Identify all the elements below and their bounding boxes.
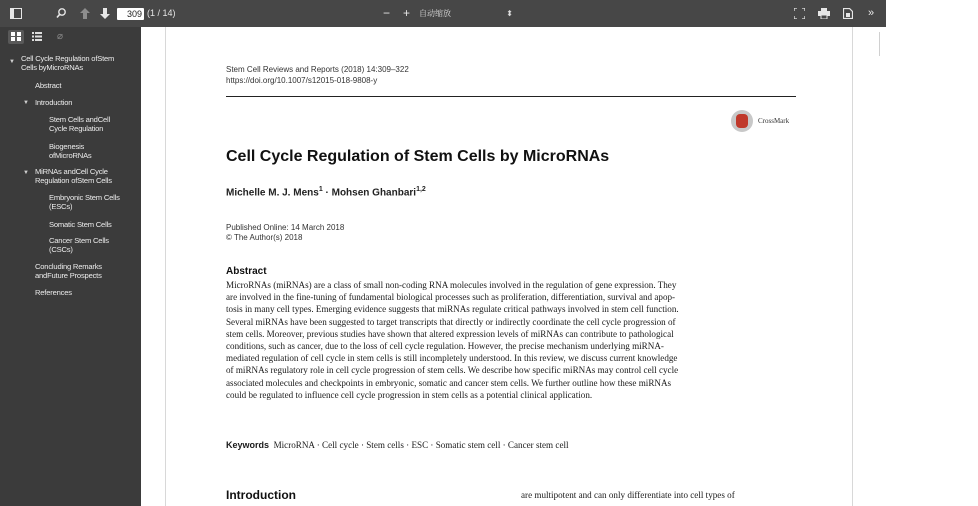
collapse-toggle-icon[interactable]: ▼: [23, 100, 29, 106]
author-separator: ·: [322, 187, 332, 199]
introduction-heading: Introduction: [226, 488, 296, 502]
publication-info: [226, 223, 344, 243]
outline-item-label: Cell Cycle Regulation ofStem: [21, 54, 115, 63]
copyright-notice: © The Author(s) 2018: [226, 233, 303, 242]
sidebar-tabs: [0, 27, 141, 47]
outline-item-label: Stem Cells andCell: [49, 115, 110, 124]
zoom-select-value: 自动缩放: [419, 9, 451, 18]
outline-item-introduction[interactable]: [35, 98, 72, 107]
pdf-toolbar: [0, 0, 886, 27]
outline-item-title[interactable]: [21, 54, 114, 72]
outline-item-label: References: [35, 288, 72, 297]
attachments-icon[interactable]: ⌀: [56, 31, 64, 42]
abstract-line: could be regulated to influence cell cycle progression in stem cells as a potential clinical application.: [226, 389, 593, 400]
journal-name: Stem Cell Reviews and Reports (2018) 14:309–322: [226, 65, 409, 74]
zoom-out-button[interactable]: −: [383, 6, 391, 20]
abstract-heading: Abstract: [226, 266, 267, 277]
doi-link[interactable]: https://doi.org/10.1007/s12015-018-9808-y: [226, 76, 378, 85]
outline-item-label: MiRNAs andCell Cycle: [35, 167, 108, 176]
outline-item-stem-cells[interactable]: [49, 115, 110, 133]
print-icon[interactable]: [816, 0, 832, 27]
previous-page-icon[interactable]: [77, 0, 93, 27]
sidebar-toggle-icon[interactable]: [8, 0, 24, 27]
page-number-input[interactable]: 309: [117, 8, 144, 20]
outline-item-abstract[interactable]: [35, 81, 61, 90]
presentation-icon[interactable]: [791, 0, 807, 27]
abstract-line: mediated regulation of cell cycle in stem cells is still incompletely understood. In this review, we discuss current knowledge: [226, 353, 678, 364]
abstract-line: tosis in many cell types. Emerging evidence suggests that miRNAs regulate critical pathways involved in stem cell function.: [226, 304, 679, 315]
outline-item-concluding[interactable]: [35, 262, 102, 280]
abstract-line: MicroRNAs (miRNAs) are a class of small non-coding RNA molecules involved in the regulation of gene expression. They: [226, 280, 677, 290]
abstract-line: stem cells. Moreover, previous studies have shown that altered expression levels of miRNAs can contribute to pathological: [226, 328, 674, 339]
next-page-icon[interactable]: [97, 0, 113, 27]
search-icon[interactable]: [53, 0, 69, 27]
chevron-updown-icon: ⬍: [506, 9, 513, 18]
abstract-text: [226, 279, 798, 401]
paper-title: Cell Cycle Regulation of Stem Cells by MicroRNAs: [226, 148, 610, 165]
introduction-text: are multipotent and can only differentiate into cell types of: [521, 490, 735, 500]
outline-item-mirnas[interactable]: [35, 167, 112, 185]
author-affiliation: 1: [318, 186, 323, 193]
outline-item-label: Biogenesis: [49, 142, 85, 151]
outline-item-label: Introduction: [35, 98, 73, 107]
abstract-line: of miRNAs regulatory role in cell cycle progression of stem cells. We describe how specific miRNAs may control cell cycle: [226, 365, 679, 376]
collapse-toggle-icon[interactable]: ▼: [23, 170, 29, 176]
outline-item-label: (CSCs): [49, 245, 73, 254]
page-border-right: [852, 27, 853, 506]
crossmark-badge[interactable]: [731, 110, 797, 134]
author-affiliation: 1,2: [416, 186, 426, 193]
keywords-label: Keywords: [226, 440, 270, 450]
outline-item-label: Cells byMicroRNAs: [21, 63, 83, 72]
outline-icon[interactable]: [29, 30, 45, 44]
outline-item-somatic[interactable]: [49, 220, 112, 229]
crossmark-icon: [731, 110, 753, 132]
thumbnails-icon[interactable]: [8, 30, 24, 44]
download-icon[interactable]: [840, 0, 856, 27]
outline-item-label: Cycle Regulation: [49, 124, 104, 133]
header-rule: [226, 96, 796, 97]
outline-item-label: ofMicroRNAs: [49, 151, 92, 160]
page-count: (1 / 14): [147, 8, 176, 18]
author-list: [226, 186, 426, 198]
crossmark-label: CrossMark: [758, 117, 790, 125]
journal-citation: [226, 64, 409, 86]
more-tools-icon[interactable]: »: [868, 7, 875, 19]
author-name: Michelle M. J. Mens: [226, 187, 319, 199]
outline-item-label: Abstract: [35, 81, 62, 90]
scrollbar[interactable]: [879, 32, 880, 56]
keywords: [226, 440, 569, 450]
outline-item-label: andFuture Prospects: [35, 271, 102, 280]
outline-item-label: Regulation ofStem Cells: [35, 176, 112, 185]
abstract-line: conditions, such as cancer, due to the loss of cell cycle regulation. However, the precise mechanism underlying miRNA-: [226, 341, 664, 352]
outline-item-references[interactable]: [35, 288, 72, 297]
author-name: Mohsen Ghanbari: [331, 187, 417, 199]
outline-item-label: (ESCs): [49, 202, 73, 211]
abstract-line: are involved in the fine-tuning of fundamental biological processes such as proliferation, differentiation, survival and apop-: [226, 292, 676, 303]
zoom-in-button[interactable]: +: [403, 6, 411, 20]
outline-item-cscs[interactable]: [49, 236, 109, 254]
sidebar: [0, 27, 141, 506]
outline-item-label: Cancer Stem Cells: [49, 236, 109, 245]
outline-item-biogenesis[interactable]: [49, 142, 92, 160]
collapse-toggle-icon[interactable]: ▼: [9, 59, 15, 65]
outline-item-escs[interactable]: [49, 193, 120, 211]
published-date: Published Online: 14 March 2018: [226, 223, 345, 232]
outline-item-label: Concluding Remarks: [35, 262, 102, 271]
outline-item-label: Embryonic Stem Cells: [49, 193, 120, 202]
abstract-line: Several miRNAs have been suggested to target transcripts that directly or indirectly coordinate the cell cycle progression of: [226, 316, 676, 327]
outline-item-label: Somatic Stem Cells: [49, 220, 112, 229]
page-border-left: [165, 27, 166, 506]
abstract-line: associated molecules and checkpoints in embryonic, somatic and cancer stem cells. We further outline how these miRNAs: [226, 377, 672, 388]
keywords-list: MicroRNA · Cell cycle · Stem cells · ESC · Somatic stem cell · Cancer stem cell: [273, 440, 569, 450]
zoom-select[interactable]: [419, 7, 517, 20]
